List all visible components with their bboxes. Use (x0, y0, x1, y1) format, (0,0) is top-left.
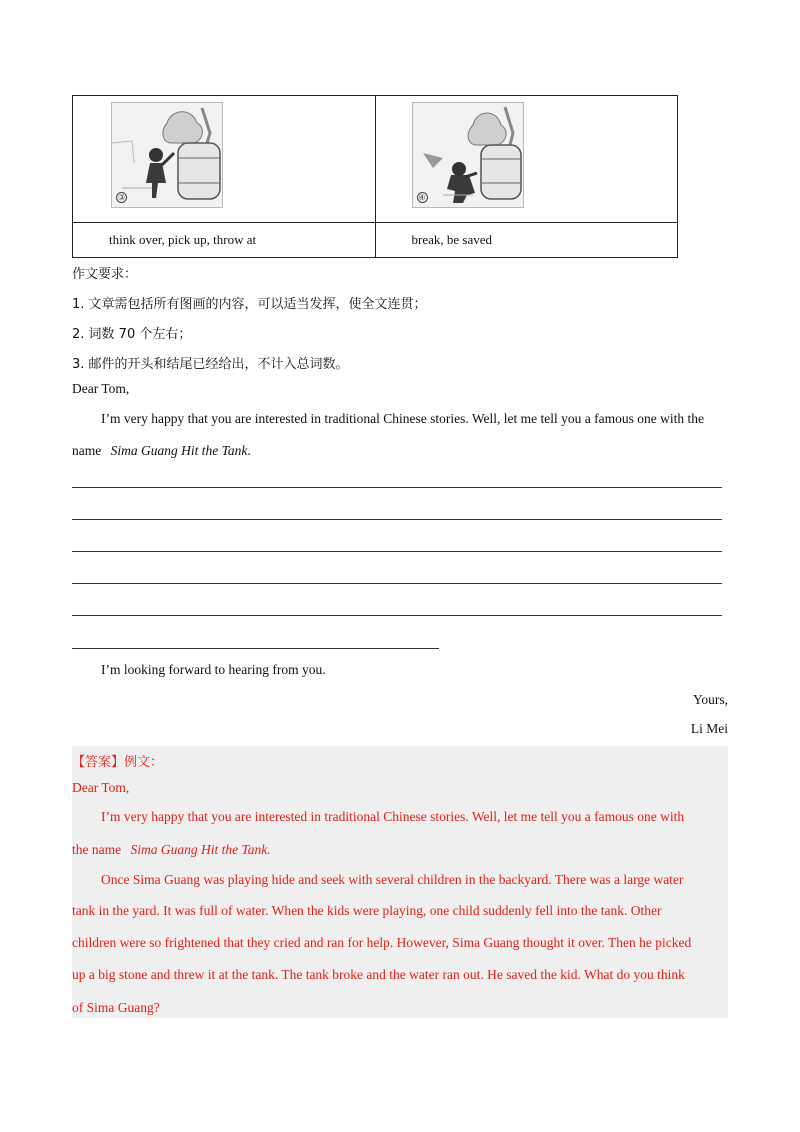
writing-line[interactable] (72, 519, 722, 520)
requirement-item-3: 3. 邮件的开头和结尾已经给出，不计入总词数。 (72, 357, 349, 372)
picture-cell-left (73, 96, 376, 223)
answer-line-3: Once Sima Guang was playing hide and seek with several children in the backyard. There was a large water (101, 872, 684, 887)
picture-cell-right (375, 96, 678, 223)
answer-line-2-prefix: the name (72, 842, 122, 857)
picture-number: ③ (117, 193, 126, 202)
answer-greeting: Dear Tom, (72, 780, 130, 795)
picture-breaking-tank-1 (111, 102, 223, 208)
requirement-item-2: 2. 词数 70 个左右； (72, 327, 192, 342)
writing-line[interactable] (72, 648, 439, 649)
answer-line-5: children were so frightened that they cried and ran for help. However, Sima Guang thought it over. Then he picked (72, 935, 692, 950)
picture-number: ④ (418, 193, 426, 202)
picture-table (72, 95, 678, 258)
letter-para1-prefix: name (72, 443, 102, 458)
story-title: Sima Guang Hit the Tank (110, 443, 248, 458)
answer-line-1: I’m very happy that you are interested in traditional Chinese stories. Well, let me tell you a famous one with (101, 809, 685, 824)
requirements-heading: 作文要求： (72, 267, 138, 282)
keywords-left: think over, pick up, throw at (109, 232, 257, 247)
letter-signature: Li Mei (690, 721, 728, 736)
letter-para1-line2 (72, 443, 251, 459)
writing-line[interactable] (72, 487, 722, 488)
answer-story-title: Sima Guang Hit the Tank. (130, 842, 271, 857)
letter-signoff: Yours, (692, 692, 728, 707)
answer-line-6: up a big stone and threw it at the tank. The tank broke and the water ran out. He saved the kid. What do you think (72, 967, 685, 982)
answer-line-4: tank in the yard. It was full of water. When the kids were playing, one child suddenly fell into the tank. Other (72, 903, 662, 918)
letter-para1-line1: I’m very happy that you are interested in traditional Chinese stories. Well, let me tell you a famous one with the (101, 411, 705, 426)
keywords-cell-right (375, 223, 678, 258)
picture-breaking-tank-2 (412, 102, 524, 208)
requirement-item-1: 1. 文章需包括所有图画的内容，可以适当发挥，使全文连贯； (72, 297, 427, 312)
answer-line-2 (72, 842, 271, 858)
answer-line-7: of Sima Guang? (72, 1000, 160, 1015)
writing-line[interactable] (72, 551, 722, 552)
letter-greeting: Dear Tom, (72, 381, 130, 396)
keywords-cell-left (73, 223, 376, 258)
letter-para1-suffix: . (247, 443, 251, 458)
letter-closing-line: I’m looking forward to hearing from you. (101, 662, 326, 677)
keywords-right: break, be saved (411, 232, 492, 247)
writing-line[interactable] (72, 583, 722, 584)
writing-line[interactable] (72, 615, 722, 616)
answer-label: 【答案】例文： (72, 755, 164, 770)
